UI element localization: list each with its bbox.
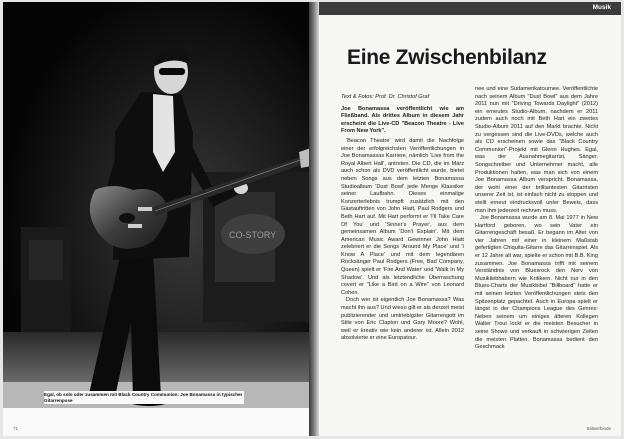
article-paragraph: Doch wer ist eigentlich Joe Bonamassa? Was macht ihn aus? Und wieso gilt er als derzeit meist publizierender und umtriebigster Gitarrengott im Stile von Eric Clapton und Gary Moore? Wohl, weil er kreativ wie kein anderer ist. Allein 2012 absolvierte er eine Europatour. (341, 297, 464, 342)
article-column-2 (475, 86, 598, 352)
right-footer-text: Stilwerbinde (586, 426, 611, 431)
article-byline: Text & Fotos: Prof. Dr. Christof Graf (341, 94, 430, 100)
guitarist-photo-illustration (3, 2, 311, 408)
magazine-spread (3, 2, 621, 436)
page-gutter (309, 2, 319, 436)
article-paragraph: 'Beacon Theatre' wird damit die Nachfolge einer der erfolgreichsten Veröffentlichungen in Joe Bonamassas Karriere, nämlich 'Live from the Royal Albert Hall', antreten. Die CD, die im März auch schon als DVD veröffentlicht wurde, bietet neben Songs aus dem letzten Bonamassa Studioalbum 'Dust Bowl' jede Menge Klassiker seiner Laufbahn. Dieses einmalige Konzerterlebnis trumpft zusätzlich mit den Gastauftritten von John Hiatt, Paul Rodgers und Beth Hart auf. Mit Hart performt er 'I'll Take Care Of You' und 'Sinner's Prayer', aus dem gemeinsamen Album 'Don't Explain'. Mit dem American Music Award Gewinner John Hiatt zelebriert er die Songs 'Around My Place' und 'I Know A Place' und mit dem legendären Rocksänger Paul Rodgers (Free, Bad Company, Queen) spielt er 'Fire And Water' und 'Walk In My Shadow'. Und als letztendliche Überraschung covert er "Like a Bird on a Wire" von Leonard Cohen. (341, 137, 464, 296)
right-page (319, 2, 621, 436)
left-page-number: 71 (13, 426, 19, 431)
section-tab (319, 2, 621, 15)
article-paragraph: Joe Bonamassa wurde am 8. Mai 1977 in New Hartford geboren, wo sein Vater ein Gitarrengeschäft besaß. Er begann im Alter von vier Jahren mit einer in kleinem Maßstab gefertigten Chiquita-Gitarre das Gitarrenspiel. Als er 12 Jahre alt war, spielte er schon mit B.B. King zusammen. Joe Bonamassa trifft mit seinem Verständnis von Bluesrock den Nerv von Musikliebhabern wie Kritikern. Nicht nur in den Blues-Charts der Musikbibel "Billboard" hatte er mit seinen letzten Veröffentlichungen stets den Spitzenplatz gepachtet. Auch in Europa spielt er längst in der Champions League des Genres: Neben seinem um einiges älteren Kollegen Walter Trout lockt er die meisten Besucher in seine Shows und verkauft in schwierigen Zeiten die meisten Platten. Bonamassa bedient den Geschmack (475, 215, 598, 351)
stage-sign-text: CO-STORY (229, 230, 277, 240)
article-lead: Joe Bonamassa veröffentlicht wie am Fließband. Als drittes Album in diesem Jahr erscheint die Live-CD "Beacon Theatre - Live From New York". (341, 105, 464, 135)
article-title: Eine Zwischenbilanz (347, 46, 547, 69)
article-paragraph: nee und eine Südamerikatournee. Veröffentlichte nach seinem Album "Dust Bowl" aus dem Jahre 2011 nun mit "Driving Towards Daylight" (2012) ein erneutes Studio-Album, nachdem er 2011 zudem auch noch mit Beth Hart ein zweites Studio-Album 2011 auf den Markt brachte. Nicht zu vergessen sind die Live-DVDs, welche auch als CD erscheinen sowie das "Black Country Communion"-Projekt mit Glenn Hughes. Egal, was der Ausnahmegitarrist, Sänger, Songschreiber und Unternehmer macht, alle Produktionen halten, was man sich von einem Joe Bonamassa Album verspricht. Bonamassa, der wohl einer der brilliantesten Gitarristen unserer Zeit ist, ist einfach nicht zu stoppen und stellt erneut eindrucksvoll unter Beweis, dass man ihm jederzeit rechnen muss. (475, 86, 598, 214)
concert-photo (3, 2, 311, 408)
photo-caption: Egal, ob solo oder zusammen mit Black Country Communion: Joe Bonamassa in typischer Gitarrenpose (44, 392, 243, 403)
left-page (3, 2, 311, 436)
section-label: Musik (592, 4, 611, 11)
article-column-1 (341, 94, 464, 343)
